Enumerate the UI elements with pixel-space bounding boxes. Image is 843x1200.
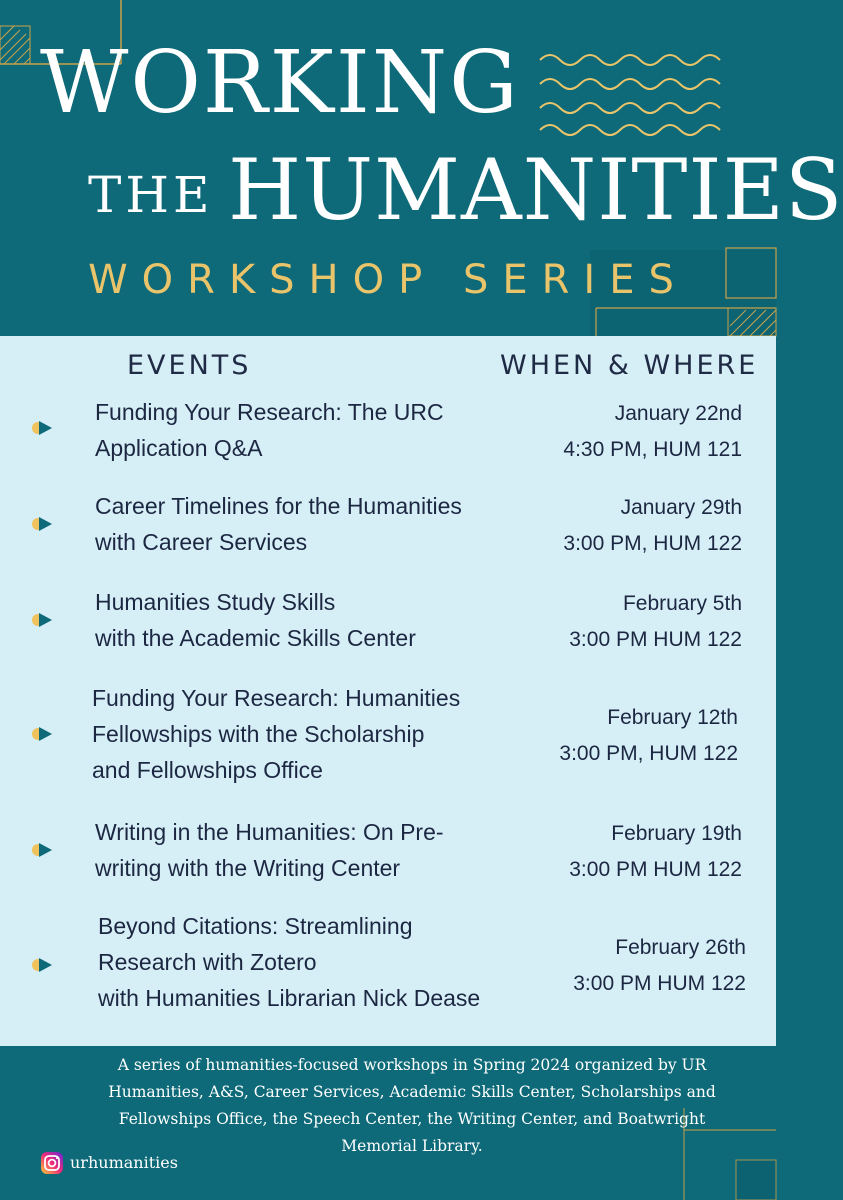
event-date: February 26th <box>615 936 746 959</box>
when-where-column-heading: WHEN & WHERE <box>500 350 759 381</box>
event-date: January 29th <box>620 496 742 519</box>
event-title: Funding Your Research: The URC Application Q&A <box>95 399 444 461</box>
event-date: February 12th <box>607 706 738 729</box>
instagram-handle[interactable]: urhumanities <box>70 1153 178 1172</box>
footer-description: A series of humanities-focused workshops in Spring 2024 organized by UR Humanities, A&S, Career Services, Academic Skills Center, Scholarships and Fellowships Office, the Speech Center, the Writing Center, and Boatwright Memorial Library. <box>108 1056 716 1155</box>
event-date: February 5th <box>622 592 742 615</box>
event-time-place: 3:00 PM HUM 122 <box>573 972 746 995</box>
wave-lines-deco <box>538 50 738 136</box>
arrow-bullet-icon <box>30 610 60 630</box>
event-title: Career Timelines for the Humanities with Career Services <box>95 493 462 555</box>
event-time-place: 3:00 PM HUM 122 <box>569 858 742 881</box>
event-title: Beyond Citations: Streamlining Research with Zotero with Humanities Librarian Nick Dease <box>98 913 481 1011</box>
title-humanities: HUMANITIES <box>228 141 843 239</box>
event-date: February 19th <box>611 822 742 845</box>
event-title: Writing in the Humanities: On Pre- writing with the Writing Center <box>95 819 444 881</box>
event-when <box>559 700 738 772</box>
arrow-bullet-icon <box>30 514 60 534</box>
event-when <box>563 490 742 562</box>
title-the: THE <box>88 166 214 224</box>
instagram-icon[interactable] <box>40 1151 64 1175</box>
event-when <box>563 396 742 468</box>
arrow-bullet-icon <box>30 955 60 975</box>
arrow-bullet-icon <box>30 724 60 744</box>
events-column-heading: EVENTS <box>127 350 252 381</box>
event-time-place: 3:00 PM, HUM 122 <box>563 532 742 555</box>
event-date: January 22nd <box>614 402 742 425</box>
event-when <box>569 586 742 658</box>
arrow-bullet-icon <box>30 418 60 438</box>
event-time-place: 3:00 PM, HUM 122 <box>559 742 738 765</box>
title-working: WORKING <box>40 33 520 133</box>
event-when <box>569 816 742 888</box>
arrow-bullet-icon <box>30 840 60 860</box>
subtitle-workshop-series: WORKSHOP SERIES <box>88 257 688 303</box>
event-title: Humanities Study Skills with the Academic Skills Center <box>95 589 416 651</box>
event-time-place: 4:30 PM, HUM 121 <box>563 438 742 461</box>
event-when <box>573 930 746 1002</box>
event-time-place: 3:00 PM HUM 122 <box>569 628 742 651</box>
event-title: Funding Your Research: Humanities Fellowships with the Scholarship and Fellowships Office <box>92 685 461 783</box>
